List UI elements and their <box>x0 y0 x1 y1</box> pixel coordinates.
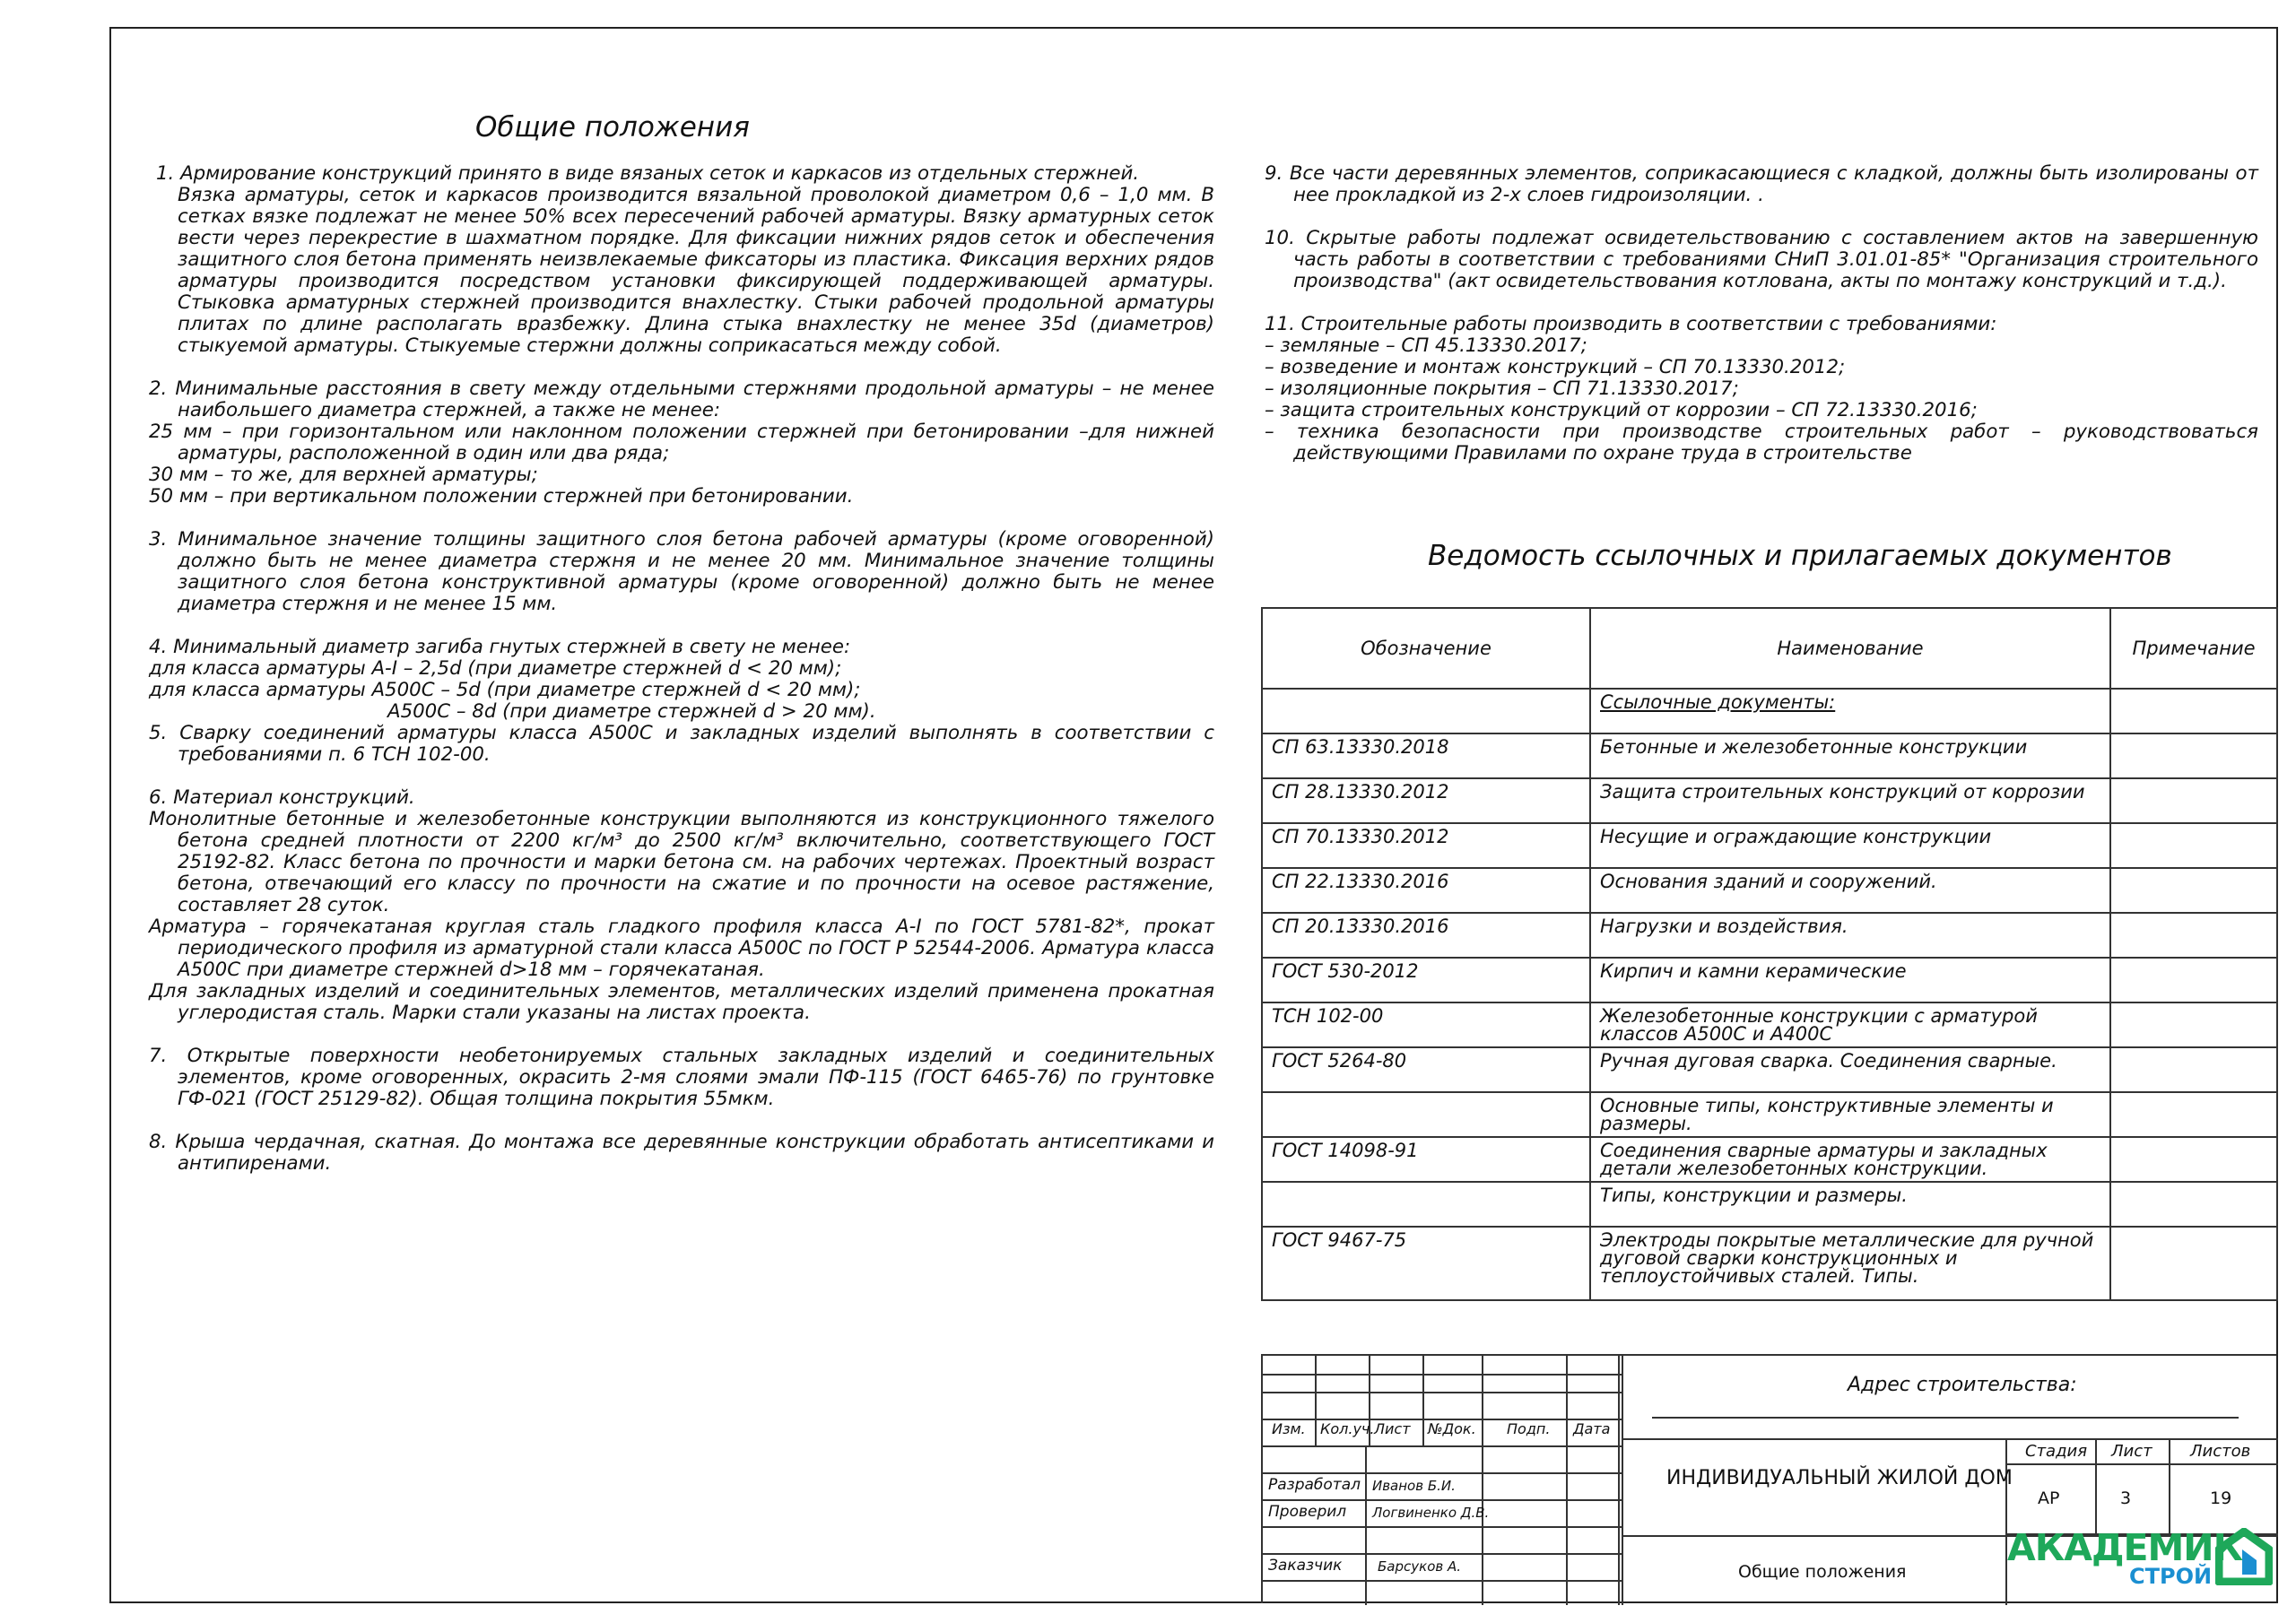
checked-name: Логвиненко Д.В. <box>1372 1505 1490 1521</box>
checked-label: Проверил <box>1268 1503 1347 1521</box>
stage-value: АР <box>2038 1488 2060 1508</box>
col-header-code: Обозначение <box>1262 608 1590 689</box>
reference-code: ГОСТ 530-2012 <box>1262 958 1590 1002</box>
reference-row <box>1262 1047 2277 1092</box>
list-label: Лист <box>2111 1442 2152 1461</box>
item-3: 3. Минимальное значение толщины защитного слоя бетона рабочей арматуры (кроме оговоренной) должно быть не менее диаметра стержня и не менее 20 мм. Минимальное значение толщины защитного слоя бетона конструктивной арматуры (кроме оговоренной) должно быть не менее диаметра стержня и не менее 15 мм. <box>149 528 1214 615</box>
reference-note <box>2110 868 2277 913</box>
reference-note <box>2110 1227 2277 1300</box>
reference-code: СП 22.13330.2016 <box>1262 868 1590 913</box>
reference-code: ГОСТ 14098-91 <box>1262 1137 1590 1182</box>
item-2-c: 50 мм – при вертикальном положении стержней при бетонировании. <box>149 485 854 508</box>
item-1-lead: 1. Армирование конструкций принято в виде вязаных сеток и каркасов из отдельных стержней. <box>156 162 1140 185</box>
reference-name: Типы, конструкции и размеры. <box>1590 1182 2110 1227</box>
reference-row <box>1262 1182 2277 1227</box>
reference-name: Основания зданий и сооружений. <box>1590 868 2110 913</box>
item-11: 11. Строительные работы производить в соответствии с требованиями: <box>1265 313 1997 335</box>
reference-name: Железобетонные конструкции с арматурой классов А500С и А400С <box>1590 1002 2110 1047</box>
reference-name: Защита строительных конструкций от коррозии <box>1590 778 2110 823</box>
reference-row <box>1262 868 2277 913</box>
reference-row <box>1262 778 2277 823</box>
reference-row <box>1262 1227 2277 1300</box>
sheets-value: 19 <box>2210 1488 2232 1508</box>
item-11-e: – техника безопасности при производстве строительных работ – руководствоваться действующими Правилами по охране труда в строительстве <box>1265 421 2258 464</box>
item-6-c: Для закладных изделий и соединительных элементов, металлических изделий применена прокатная углеродистая сталь. Марки стали указаны на листах проекта. <box>149 980 1214 1024</box>
reference-code <box>1262 1092 1590 1137</box>
item-11-a: – земляные – СП 45.13330.2017; <box>1265 334 1587 357</box>
stamp-col-izm: Изм. <box>1272 1420 1306 1437</box>
customer-label: Заказчик <box>1268 1557 1343 1575</box>
item-2-b: 30 мм – то же, для верхней арматуры; <box>149 464 538 486</box>
general-left-column <box>149 163 1214 1175</box>
reference-note <box>2110 778 2277 823</box>
sheet-title: Общие положения <box>1738 1562 1907 1582</box>
stamp-col-data: Дата <box>1573 1420 1611 1437</box>
reference-code <box>1262 689 1590 733</box>
reference-note <box>2110 958 2277 1002</box>
sheets-label: Листов <box>2190 1442 2251 1461</box>
col-header-note: Примечание <box>2110 608 2277 689</box>
reference-name: Несущие и ограждающие конструкции <box>1590 823 2110 868</box>
reference-row <box>1262 958 2277 1002</box>
stamp-col-podp: Подп. <box>1507 1420 1551 1437</box>
item-4-a: для класса арматуры А-I – 2,5d (при диаметре стержней d < 20 мм); <box>149 657 842 680</box>
reference-name: Ссылочные документы: <box>1590 689 2110 733</box>
project-name: ИНДИВИДУАЛЬНЫЙ ЖИЛОЙ ДОМ <box>1666 1467 2013 1489</box>
sheet-value: 3 <box>2120 1488 2132 1508</box>
reference-note <box>2110 1092 2277 1137</box>
item-4-b: для класса арматуры А500С – 5d (при диаметре стержней d < 20 мм); <box>149 679 861 701</box>
references-header-row <box>1262 608 2277 689</box>
reference-name: Соединения сварные арматуры и закладных детали железобетонных конструкции. <box>1590 1137 2110 1182</box>
reference-row <box>1262 1092 2277 1137</box>
reference-row <box>1262 913 2277 958</box>
item-6-a: Монолитные бетонные и железобетонные конструкции выполняются из конструкционного тяжелого бетона средней плотности от 2200 кг/м³ до 2500 кг/м³ включительно, соответствующего ГОСТ 25192-82. Класс бетона по прочности и марки бетона см. на рабочих чертежах. Проектный возраст бетона, отвечающий его классу по прочности на сжатие и по прочности на осевое растяжение, составляет 28 суток. <box>149 808 1214 916</box>
reference-name: Электроды покрытые металлические для ручной дуговой сварки конструкционных и теплоустойчивых сталей. Типы. <box>1590 1227 2110 1300</box>
company-logo <box>2007 1526 2276 1589</box>
logo-word-1: АКАДЕМИК <box>2007 1526 2243 1569</box>
item-4: 4. Минимальный диаметр загиба гнутых стержней в свету не менее: <box>149 636 851 658</box>
item-11-d: – защита строительных конструкций от коррозии – СП 72.13330.2016; <box>1265 399 1978 421</box>
stage-label: Стадия <box>2025 1442 2088 1461</box>
reference-note <box>2110 823 2277 868</box>
reference-note <box>2110 913 2277 958</box>
reference-name: Бетонные и железобетонные конструкции <box>1590 733 2110 778</box>
stamp-col-koluch: Кол.уч. <box>1320 1420 1375 1437</box>
reference-note <box>2110 1182 2277 1227</box>
item-6: 6. Материал конструкций. <box>149 786 415 809</box>
item-10: 10. Скрытые работы подлежат освидетельствованию с составлением актов на завершенную часть работы в соответствии с требованиями СНиП 3.01.01-85* "Организация строительного производства" (акт освидетельствования котлована, акты по монтажу конструкций и т.д.). <box>1265 227 2258 292</box>
reference-name: Ручная дуговая сварка. Соединения сварные. <box>1590 1047 2110 1092</box>
general-title: Общие положения <box>475 111 750 143</box>
item-8: 8. Крыша чердачная, скатная. До монтажа все деревянные конструкции обработать антисептиками и антипиренами. <box>149 1131 1214 1175</box>
item-5: 5. Сварку соединений арматуры класса А500С и закладных изделий выполнять в соответствии с требованиями п. 6 ТСН 102-00. <box>149 722 1214 766</box>
reference-code: ГОСТ 9467-75 <box>1262 1227 1590 1300</box>
house-icon <box>2215 1528 2273 1585</box>
references-title: Ведомость ссылочных и прилагаемых документов <box>1428 540 2172 572</box>
reference-row <box>1262 823 2277 868</box>
reference-row <box>1262 733 2277 778</box>
item-4-c: А500С – 8d (при диаметре стержней d > 20 мм). <box>387 700 876 723</box>
reference-row <box>1262 689 2277 733</box>
col-header-name: Наименование <box>1590 608 2110 689</box>
item-6-b: Арматура – горячекатаная круглая сталь гладкого профиля класса А-I по ГОСТ 5781-82*, прокат периодического профиля из арматурной стали класса А500С по ГОСТ Р 52544-2006. Арматура класса А500С при диаметре стержней d>18 мм – горячекатаная. <box>149 916 1214 981</box>
reference-code: СП 63.13330.2018 <box>1262 733 1590 778</box>
reference-code: СП 28.13330.2012 <box>1262 778 1590 823</box>
logo-word-2: СТРОЙ <box>2129 1564 2213 1589</box>
reference-code <box>1262 1182 1590 1227</box>
reference-row <box>1262 1137 2277 1182</box>
stamp-col-ndok: №Док. <box>1428 1420 1476 1437</box>
stamp-col-list: Лист <box>1374 1420 1411 1437</box>
developed-name: Иванов Б.И. <box>1372 1478 1456 1494</box>
general-right-column <box>1265 163 2258 464</box>
item-1-body: Вязка арматуры, сеток и каркасов производится вязальной проволокой диаметром 0,6 – 1,0 мм. В сетках вязке подлежат не менее 50% всех пересечений рабочей арматуры. Вязку арматурных сеток вести через перекрестие в шахматном порядке. Для фиксации нижних рядов сеток и обеспечения защитного слоя бетона применять неизвлекаемые фиксаторы из пластика. Фиксация верхних рядов арматуры производится посредством установки фиксирующей поддерживающей арматуры. Стыковка арматурных стержней производится внахлестку. Стыки рабочей продольной арматуры плитах по длине располагать вразбежку. Длина стыка внахлестку не менее 35d (диаметров) стыкуемой арматуры. Стыкуемые стержни должны соприкасаться между собой. <box>178 184 1214 357</box>
item-11-b: – возведение и монтаж конструкций – СП 70.13330.2012; <box>1265 356 1846 378</box>
references-body <box>1262 689 2277 1300</box>
customer-name: Барсуков А. <box>1378 1558 1462 1575</box>
reference-name: Основные типы, конструктивные элементы и размеры. <box>1590 1092 2110 1137</box>
reference-note <box>2110 1137 2277 1182</box>
reference-name: Нагрузки и воздействия. <box>1590 913 2110 958</box>
item-11-c: – изоляционные покрытия – СП 71.13330.2017; <box>1265 378 1739 400</box>
item-9: 9. Все части деревянных элементов, соприкасающиеся с кладкой, должны быть изолированы от нее прокладкой из 2-х слоев гидроизоляции. . <box>1265 162 2258 206</box>
item-2-a: 25 мм – при горизонтальном или наклонном положении стержней при бетонировании –для нижней арматуры, расположенной в один или два ряда; <box>149 421 1214 464</box>
item-7: 7. Открытые поверхности необетонируемых стальных закладных изделий и соединительных элементов, кроме оговоренных, окрасить 2-мя слоями эмали ПФ-115 (ГОСТ 6465-76) по грунтовке ГФ-021 (ГОСТ 25129-82). Общая толщина покрытия 55мкм. <box>149 1045 1214 1110</box>
address-label: Адрес строительства: <box>1848 1374 2077 1396</box>
references-table <box>1261 607 2278 1301</box>
reference-row <box>1262 1002 2277 1047</box>
reference-code: СП 70.13330.2012 <box>1262 823 1590 868</box>
reference-note <box>2110 733 2277 778</box>
developed-label: Разработал <box>1268 1476 1361 1494</box>
reference-note <box>2110 1002 2277 1047</box>
reference-code: ТСН 102-00 <box>1262 1002 1590 1047</box>
reference-code: СП 20.13330.2016 <box>1262 913 1590 958</box>
item-2: 2. Минимальные расстояния в свету между отдельными стержнями продольной арматуры – не менее наибольшего диаметра стержней, а также не менее: <box>149 378 1214 421</box>
reference-note <box>2110 689 2277 733</box>
reference-note <box>2110 1047 2277 1092</box>
reference-code: ГОСТ 5264-80 <box>1262 1047 1590 1092</box>
reference-name: Кирпич и камни керамические <box>1590 958 2110 1002</box>
